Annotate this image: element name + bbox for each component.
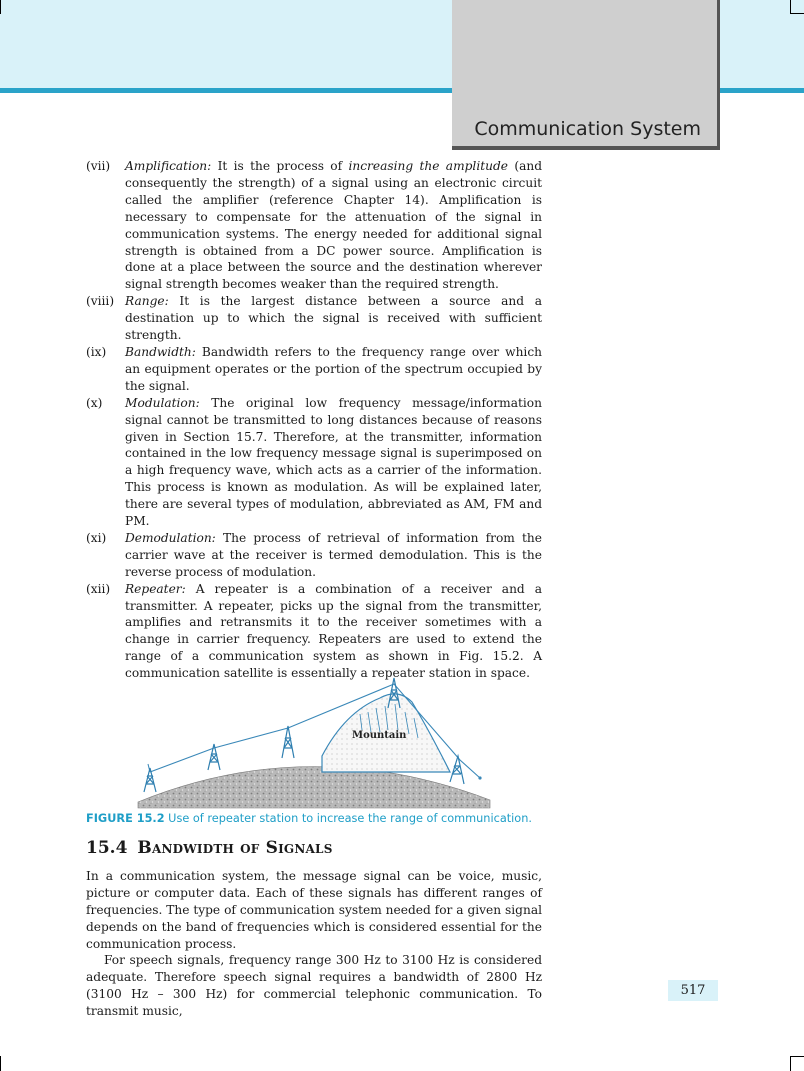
list-item-term: Repeater:: [125, 581, 186, 596]
list-item: [86, 344, 542, 395]
crop-mark-bottom-right: [790, 1056, 791, 1071]
body-text: A repeater is a combination of a receiver and a transmitter. A repeater, picks up the signal from the transmitter, amplifies and retransmits it to the receiver sometimes with a change in carrier frequency. Repeaters are used to extend the range of a communication system as shown in Fig. 15.2. A communication satellite is essentially a repeater station in space.: [125, 581, 542, 681]
list-item: [86, 395, 542, 530]
list-item-term: Demodulation:: [125, 530, 216, 545]
list-item: [86, 530, 542, 581]
body-text: It is the largest distance between a source and a destination up to which the signal is received with sufficient strength.: [125, 294, 542, 343]
paragraph: In a communication system, the message signal can be voice, music, picture or computer data. Each of these signals has different ranges of frequencies. The type of communication system needed for a given signal depends on the band of frequencies which is considered essential for the communication process.: [86, 869, 542, 951]
list-item-text: [125, 344, 542, 395]
tower-icon: [450, 756, 464, 784]
header-underline: [452, 146, 717, 150]
body-text: It is the process of: [211, 159, 349, 173]
earth-surface: [138, 766, 490, 808]
list-item-text: [125, 530, 542, 581]
list-item-number: (ix): [86, 344, 107, 359]
crop-mark-bottom-right-h: [790, 1056, 804, 1057]
list-item-text: [125, 293, 542, 344]
list-item: [86, 581, 542, 682]
list-item-text: [125, 581, 542, 682]
crop-mark-top-right: [790, 0, 791, 14]
crop-mark-top-left: [0, 0, 1, 14]
list-item: [86, 293, 542, 344]
tower-icon: [282, 726, 294, 758]
list-item: [86, 158, 542, 293]
list-item-text: [125, 158, 542, 293]
body-text: Bandwidth refers to the frequency range over which an equipment operates or the portion of the spectrum occupied by the signal.: [125, 344, 542, 393]
crop-mark-bottom-left: [0, 1056, 1, 1071]
list-item-text: [125, 395, 542, 530]
page-number: 517: [668, 980, 718, 1001]
emphasis-text: increasing the amplitude: [348, 159, 508, 173]
repeater-diagram: [130, 672, 500, 812]
list-item-term: Bandwidth:: [125, 344, 196, 359]
section-number: 15.4: [86, 838, 128, 858]
list-item-term: Modulation:: [125, 395, 200, 410]
running-title: Communication System: [474, 118, 701, 140]
running-header-box: [452, 0, 720, 150]
list-item-number: (vii): [86, 159, 111, 173]
section-title: Bandwidth of Signals: [137, 838, 333, 858]
figure-caption: [86, 812, 606, 825]
figure-label: FIGURE 15.2: [86, 812, 165, 825]
mountain-label: Mountain: [352, 730, 407, 741]
list-item-term: Amplification:: [125, 159, 212, 173]
body-text: The original low frequency message/information signal cannot be transmitted to long distances because of reasons given in Section 15.7. Therefore, at the transmitter, information contained in the low frequency message signal is superimposed on a high frequency wave, which acts as a carrier of the information. This process is known as modulation. As will be explained later, there are several types of modulation, abbreviated as AM, FM and PM.: [125, 395, 542, 529]
list-item-number: (xi): [86, 530, 107, 545]
list-item-number: (viii): [86, 294, 115, 309]
list-item-number: (xii): [86, 581, 111, 596]
body-text: (and consequently the strength) of a signal using an electronic circuit called the amplifier (reference Chapter 14). Amplification is necessary to compensate for the attenuation of the signal in communication systems. The energy needed for additional signal strength is obtained from a DC power source. Amplification is done at a place between the source and the destination wherever signal strength becomes weaker than the required strength.: [125, 159, 542, 292]
crop-mark-top-right-h: [790, 13, 804, 14]
list-item-term: Range:: [125, 294, 169, 309]
body-text: The process of retrieval of information from the carrier wave at the receiver is termed demodulation. This is the reverse process of modulation.: [125, 530, 542, 579]
definition-list: [86, 158, 542, 682]
figure-caption-text: Use of repeater station to increase the range of communication.: [164, 812, 532, 825]
paragraph: For speech signals, frequency range 300 Hz to 3100 Hz is considered adequate. Therefore speech signal requires a bandwidth of 2800 Hz (3100 Hz – 300 Hz) for commercial telephonic communication. To transmit music,: [86, 953, 542, 1018]
section-heading: [86, 838, 333, 858]
list-item-number: (x): [86, 395, 103, 410]
